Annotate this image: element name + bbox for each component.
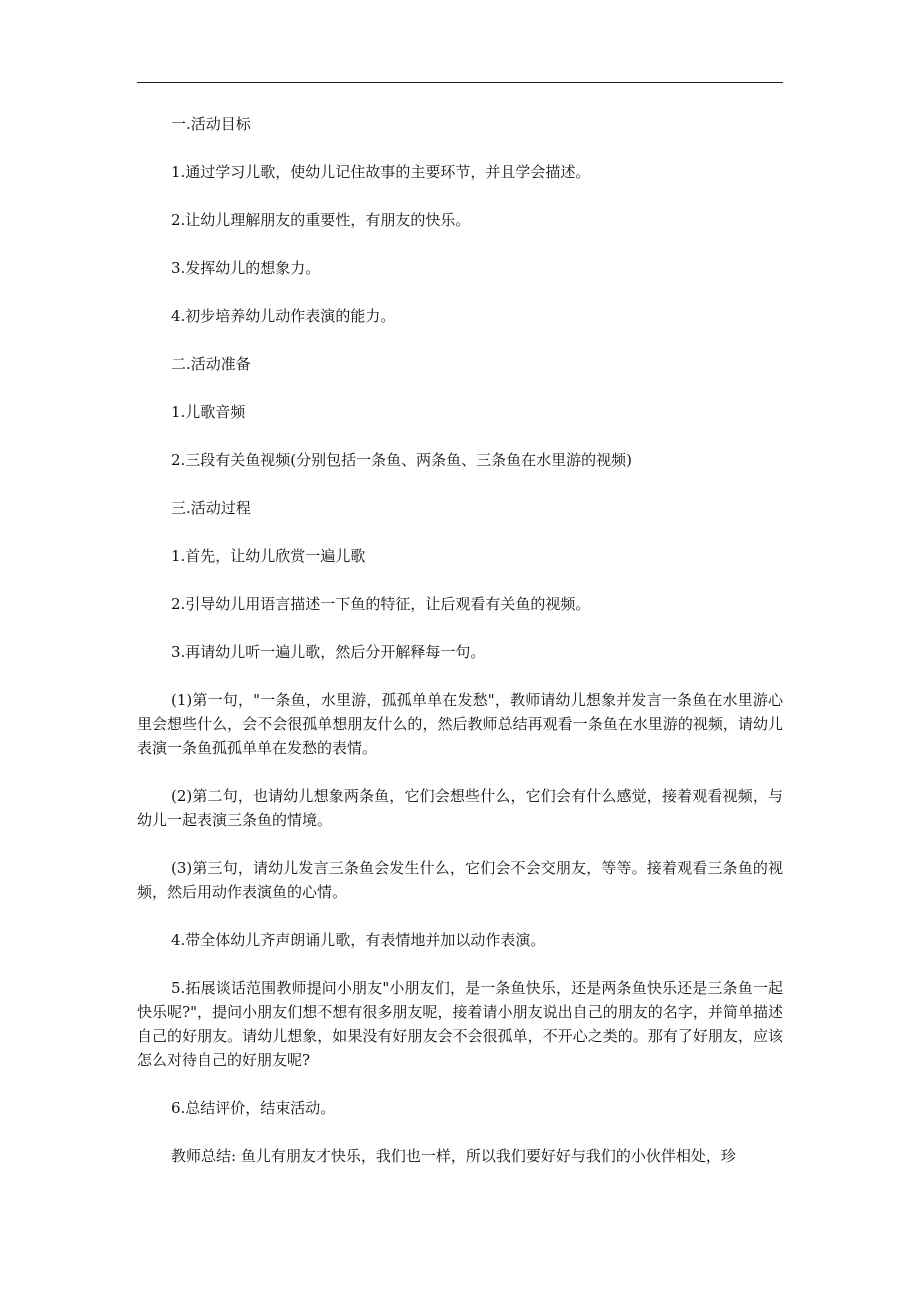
- header-rule: [137, 82, 783, 83]
- goal-item-2: 2.让幼儿理解朋友的重要性，有朋友的快乐。: [171, 211, 471, 229]
- process-step-5: 5.拓展谈话范围教师提问小朋友"小朋友们，是一条鱼快乐，还是两条鱼快乐还是三条鱼一起快乐呢?"，提问小朋友们想不想有很多朋友呢，接着请小朋友说出自己的朋友的名字，并简单描述自己的好朋友。请幼儿想象，如果没有好朋友会不会很孤单，不开心之类的。那有了好朋友，应该怎么对待自己的好朋友呢?: [137, 979, 783, 1069]
- process-substep-3: (3)第三句，请幼儿发言三条鱼会发生什么，它们会不会交朋友，等等。接着观看三条鱼的视频，然后用动作表演鱼的心情。: [137, 859, 783, 901]
- process-step-2: 2.引导幼儿用语言描述一下鱼的特征，让后观看有关鱼的视频。: [171, 595, 591, 613]
- process-step-6: 6.总结评价，结束活动。: [171, 1099, 336, 1117]
- process-substep-2: (2)第二句，也请幼儿想象两条鱼，它们会想些什么，它们会有什么感觉，接着观看视频，与幼儿一起表演三条鱼的情境。: [137, 787, 783, 829]
- goal-item-4: 4.初步培养幼儿动作表演的能力。: [171, 307, 396, 325]
- goal-item-1: 1.通过学习儿歌，使幼儿记住故事的主要环节，并且学会描述。: [171, 163, 591, 181]
- goal-item-3: 3.发挥幼儿的想象力。: [171, 259, 321, 277]
- preparation-item-1: 1.儿歌音频: [171, 403, 246, 421]
- process-step-3: 3.再请幼儿听一遍儿歌，然后分开解释每一句。: [171, 643, 486, 661]
- preparation-item-2: 2.三段有关鱼视频(分别包括一条鱼、两条鱼、三条鱼在水里游的视频): [171, 451, 633, 469]
- teacher-summary: 教师总结: 鱼儿有朋友才快乐，我们也一样，所以我们要好好与我们的小伙伴相处，珍: [171, 1147, 736, 1165]
- section-heading-process: 三.活动过程: [171, 499, 251, 517]
- document-body: [137, 112, 783, 1192]
- section-heading-goals: 一.活动目标: [171, 115, 251, 133]
- process-step-4: 4.带全体幼儿齐声朗诵儿歌，有表情地并加以动作表演。: [171, 931, 546, 949]
- section-heading-preparation: 二.活动准备: [171, 355, 251, 373]
- process-step-1: 1.首先，让幼儿欣赏一遍儿歌: [171, 547, 366, 565]
- process-substep-1: (1)第一句，"一条鱼，水里游，孤孤单单在发愁"，教师请幼儿想象并发言一条鱼在水里游心里会想些什么，会不会很孤单想朋友什么的，然后教师总结再观看一条鱼在水里游的视频，请幼儿表演一条鱼孤孤单单在发愁的表情。: [137, 691, 783, 757]
